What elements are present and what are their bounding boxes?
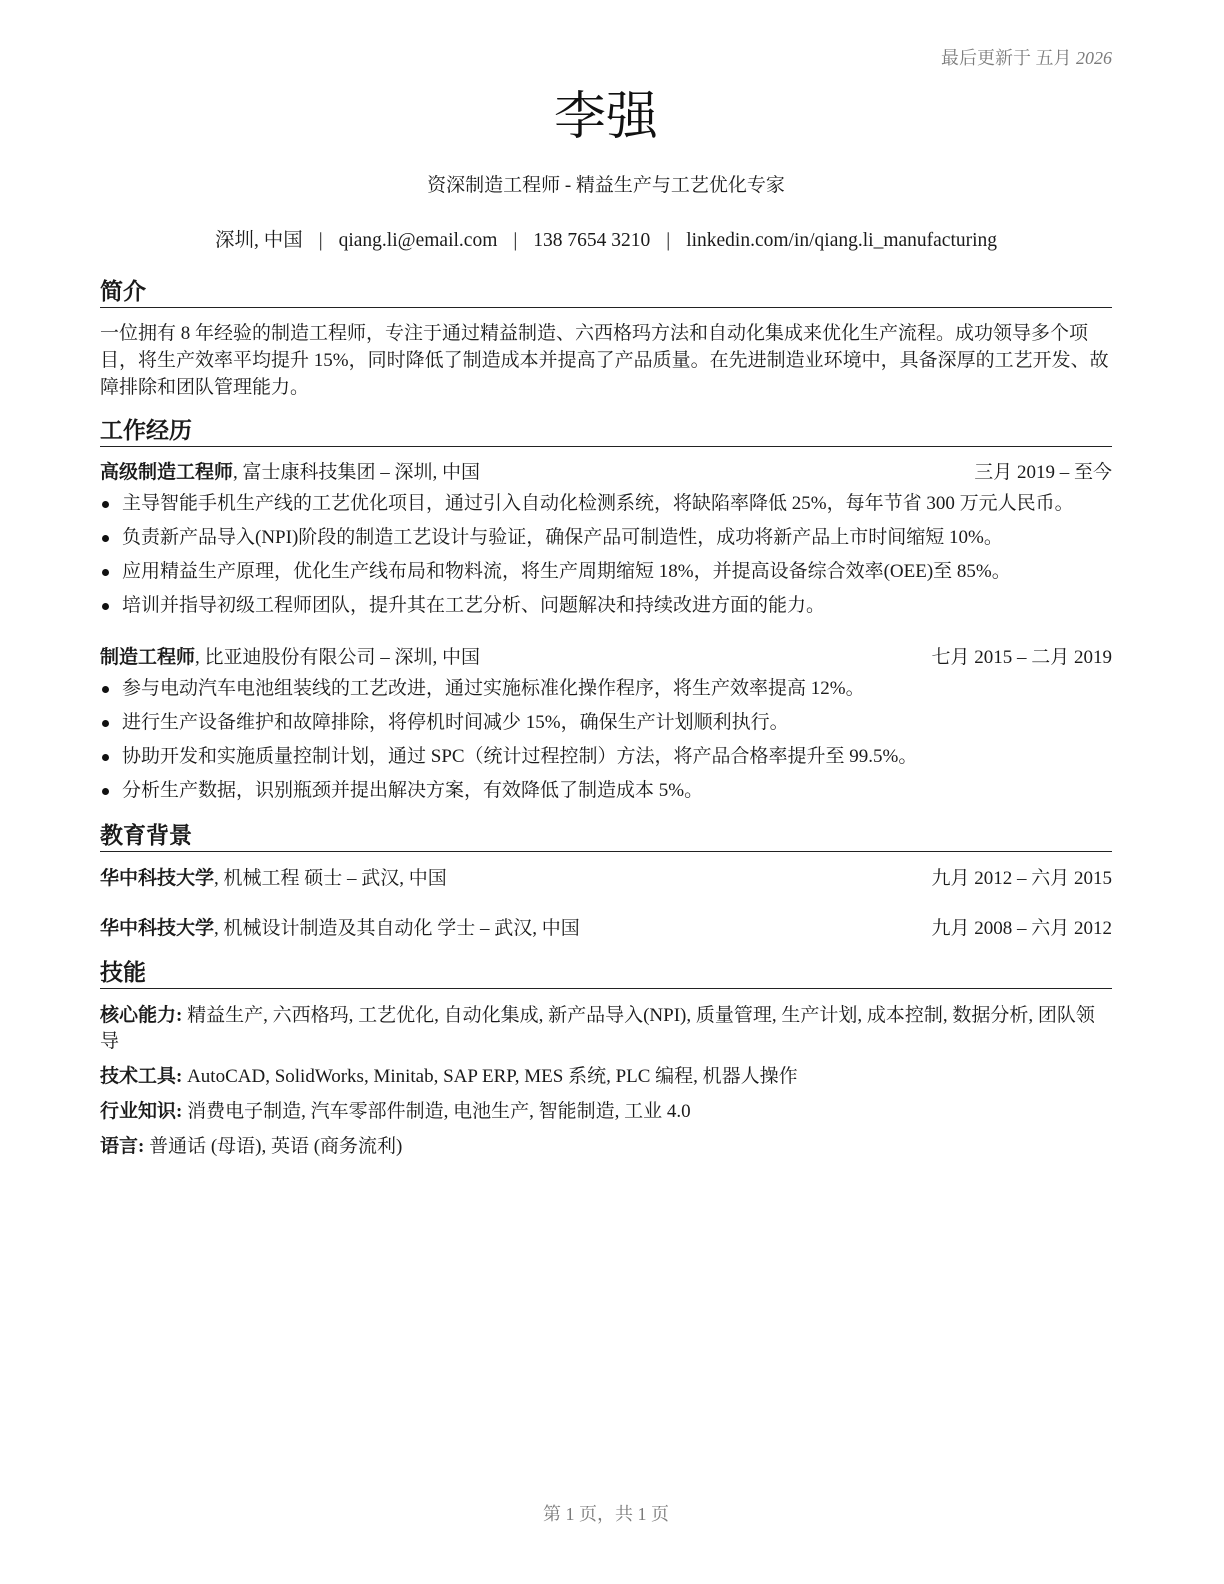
list-item — [100, 559, 1112, 593]
contact-linkedin[interactable]: linkedin.com/in/qiang.li_manufacturing — [686, 230, 998, 251]
job-header — [100, 460, 1112, 486]
page-number: 第 1 页，共 1 页 — [543, 1504, 669, 1524]
bullet-dot-icon — [102, 603, 109, 610]
skill-key: 技术工具: — [100, 1066, 183, 1087]
bullet-text: 应用精益生产原理，优化生产线布局和物料流，将生产周期缩短 18%，并提高设备综合效率(OEE)至 85%。 — [122, 561, 1011, 582]
bullet-text: 主导智能手机生产线的工艺优化项目，通过引入自动化检测系统，将缺陷率降低 25%，每年节省 300 万元人民币。 — [122, 493, 1074, 514]
contact-separator: | — [318, 230, 323, 251]
bullet-text: 协助开发和实施质量控制计划，通过 SPC（统计过程控制）方法，将产品合格率提升至 99.5%。 — [122, 746, 918, 767]
list-item — [100, 778, 1112, 812]
bullet-dot-icon — [102, 535, 109, 542]
skill-row-industry — [100, 1099, 1112, 1125]
headline: 资深制造工程师 - 精益生产与工艺优化专家 — [427, 175, 785, 196]
bullet-dot-icon — [102, 686, 109, 693]
skill-key: 核心能力: — [100, 1005, 183, 1026]
school-name: 华中科技大学 — [100, 918, 215, 939]
education-dates: 九月 2012 – 六月 2015 — [931, 868, 1112, 889]
bullet-dot-icon — [102, 788, 109, 795]
skill-row-core — [100, 1003, 1112, 1055]
bullet-text: 负责新产品导入(NPI)阶段的制造工艺设计与验证，确保产品可制造性，成功将新产品上市时间缩短 10%。 — [122, 527, 1003, 548]
list-item — [100, 676, 1112, 710]
skill-value: AutoCAD, SolidWorks, Minitab, SAP ERP, MES 系统, PLC 编程, 机器人操作 — [182, 1066, 798, 1087]
education-item — [100, 916, 1112, 942]
bullet-text: 参与电动汽车电池组装线的工艺改进，通过实施标准化操作程序，将生产效率提高 12%。 — [122, 678, 865, 699]
resume-page — [100, 0, 1112, 1584]
contact-phone: 138 7654 3210 — [533, 230, 651, 251]
list-item — [100, 710, 1112, 744]
section-title-skills: 技能 — [100, 959, 1112, 989]
education-item — [100, 866, 1112, 892]
degree-detail: , 机械设计制造及其自动化 学士 – 武汉, 中国 — [214, 918, 580, 939]
education-dates: 九月 2008 – 六月 2012 — [931, 918, 1112, 939]
skill-value: 普通话 (母语), 英语 (商务流利) — [144, 1136, 403, 1157]
skill-key: 语言: — [100, 1136, 145, 1157]
contact-separator: | — [513, 230, 518, 251]
bullet-dot-icon — [102, 754, 109, 761]
bullet-text: 进行生产设备维护和故障排除，将停机时间减少 15%，确保生产计划顺利执行。 — [122, 712, 789, 733]
summary-text: 一位拥有 8 年经验的制造工程师，专注于通过精益制造、六西格玛方法和自动化集成来优化生产流程。成功领导多个项目，将生产效率平均提升 15%，同时降低了制造成本并提高了产品质量。在先进制造业环境中，具备深厚的工艺开发、故障排除和团队管理能力。 — [100, 323, 1109, 398]
bullet-dot-icon — [102, 720, 109, 727]
list-item — [100, 593, 1112, 627]
contact-line — [100, 224, 1112, 252]
school-name: 华中科技大学 — [100, 868, 215, 889]
last-updated-label: 最后更新于 五月 — [941, 48, 1072, 68]
section-title-experience: 工作经历 — [100, 417, 1112, 447]
skill-row-language — [100, 1134, 1112, 1160]
section-title-education: 教育背景 — [100, 822, 1112, 852]
job-dates: 三月 2019 – 至今 — [974, 462, 1112, 483]
job-role: 高级制造工程师 — [100, 462, 234, 483]
job-bullets — [100, 676, 1112, 812]
bullet-text: 培训并指导初级工程师团队，提升其在工艺分析、问题解决和持续改进方面的能力。 — [122, 595, 826, 616]
job-dates: 七月 2015 – 二月 2019 — [931, 647, 1112, 668]
job-role: 制造工程师 — [100, 647, 196, 668]
candidate-name: 李强 — [553, 87, 658, 147]
last-updated — [941, 44, 1112, 70]
job-org: , 比亚迪股份有限公司 – 深圳, 中国 — [195, 647, 481, 668]
last-updated-year: 2026 — [1076, 48, 1112, 68]
job-org: , 富士康科技集团 – 深圳, 中国 — [233, 462, 481, 483]
job-header — [100, 645, 1112, 671]
skill-value: 消费电子制造, 汽车零部件制造, 电池生产, 智能制造, 工业 4.0 — [182, 1101, 691, 1122]
contact-separator: | — [666, 230, 671, 251]
list-item — [100, 744, 1112, 778]
bullet-dot-icon — [102, 569, 109, 576]
skill-row-tools — [100, 1064, 1112, 1090]
list-item — [100, 525, 1112, 559]
skill-value: 精益生产, 六西格玛, 工艺优化, 自动化集成, 新产品导入(NPI), 质量管理, 生产计划, 成本控制, 数据分析, 团队领导 — [100, 1005, 1095, 1052]
skill-key: 行业知识: — [100, 1101, 183, 1122]
degree-detail: , 机械工程 硕士 – 武汉, 中国 — [214, 868, 447, 889]
job-bullets — [100, 491, 1112, 627]
list-item — [100, 491, 1112, 525]
section-title-summary: 简介 — [100, 278, 1112, 308]
bullet-text: 分析生产数据，识别瓶颈并提出解决方案，有效降低了制造成本 5%。 — [122, 780, 704, 801]
contact-location: 深圳, 中国 — [214, 230, 303, 251]
contact-email[interactable]: qiang.li@email.com — [338, 230, 498, 251]
bullet-dot-icon — [102, 501, 109, 508]
